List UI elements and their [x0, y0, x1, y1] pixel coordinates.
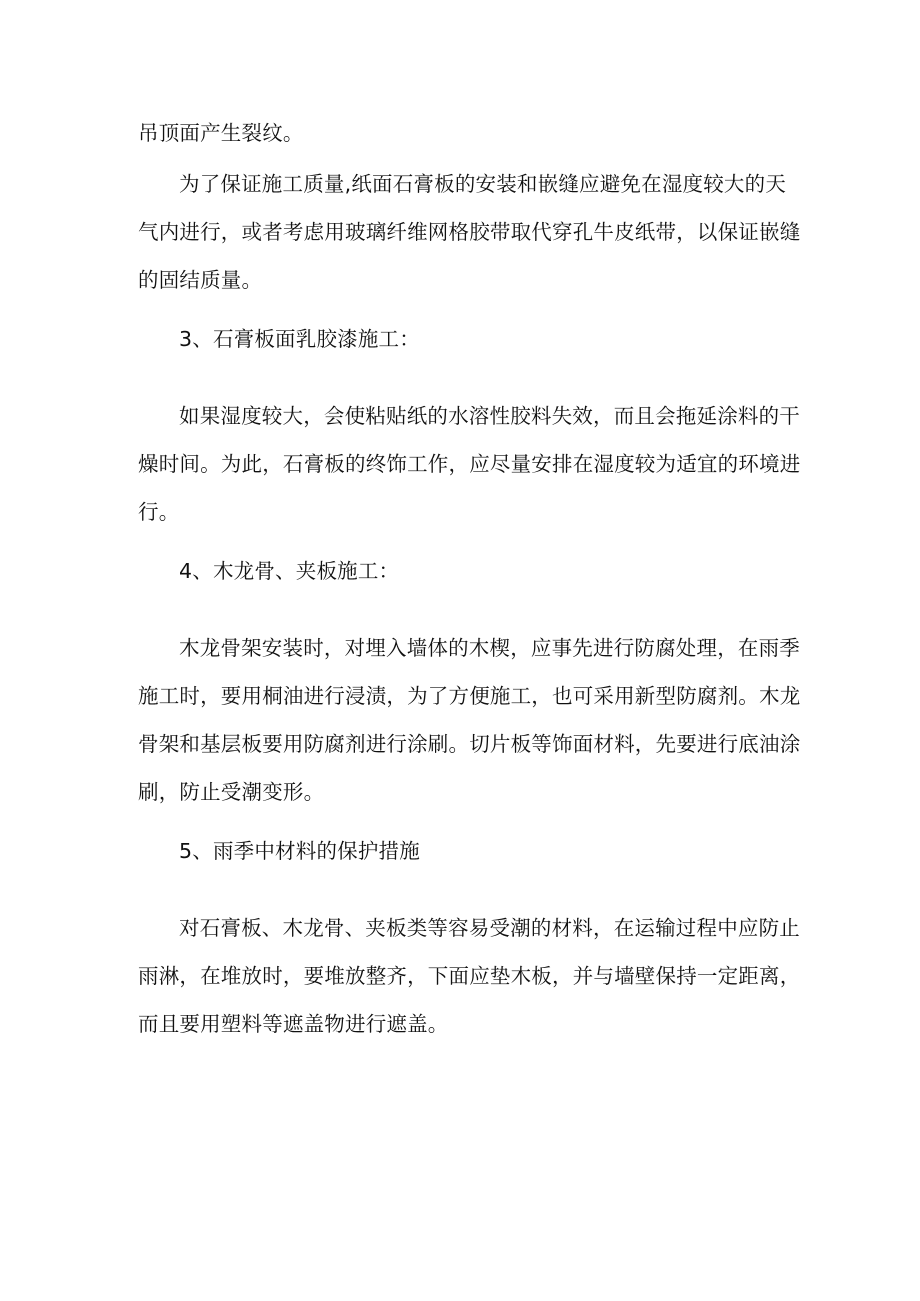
section-heading-5: 5、雨季中材料的保护措施 [179, 839, 420, 863]
paragraph-wood-line-3: 骨架和基层板要用防腐剂进行涂刷。切片板等饰面材料，先要进行底油涂 [138, 732, 801, 756]
paragraph-quality-line-1: 为了保证施工质量,纸面石膏板的安装和嵌缝应避免在湿度较大的天 [179, 172, 787, 196]
paragraph-wood-line-4: 刷，防止受潮变形。 [138, 780, 325, 804]
paragraph-protect-line-2: 雨淋，在堆放时，要堆放整齐，下面应垫木板，并与墙壁保持一定距离， [138, 964, 801, 988]
section-heading-4: 4、木龙骨、夹板施工： [179, 559, 400, 583]
paragraph-continuation: 吊顶面产生裂纹。 [138, 121, 304, 145]
paragraph-protect-line-3: 而且要用塑料等遮盖物进行遮盖。 [138, 1012, 449, 1036]
paragraph-wood-line-2: 施工时，要用桐油进行浸渍，为了方便施工，也可采用新型防腐剂。木龙 [138, 684, 801, 708]
paragraph-protect-line-1: 对石膏板、木龙骨、夹板类等容易受潮的材料，在运输过程中应防止 [179, 916, 800, 940]
section-heading-3: 3、石膏板面乳胶漆施工： [179, 327, 420, 351]
paragraph-quality-line-3: 的固结质量。 [138, 268, 263, 292]
paragraph-latex-line-2: 燥时间。为此，石膏板的终饰工作，应尽量安排在湿度较为适宜的环境进 [138, 452, 801, 476]
paragraph-latex-line-1: 如果湿度较大，会使粘贴纸的水溶性胶料失效，而且会拖延涂料的干 [179, 404, 800, 428]
paragraph-quality-line-2: 气内进行，或者考虑用玻璃纤维网格胶带取代穿孔牛皮纸带，以保证嵌缝 [138, 220, 801, 244]
paragraph-wood-line-1: 木龙骨架安装时，对埋入墙体的木楔，应事先进行防腐处理，在雨季 [179, 636, 800, 660]
paragraph-latex-line-3: 行。 [138, 500, 180, 524]
